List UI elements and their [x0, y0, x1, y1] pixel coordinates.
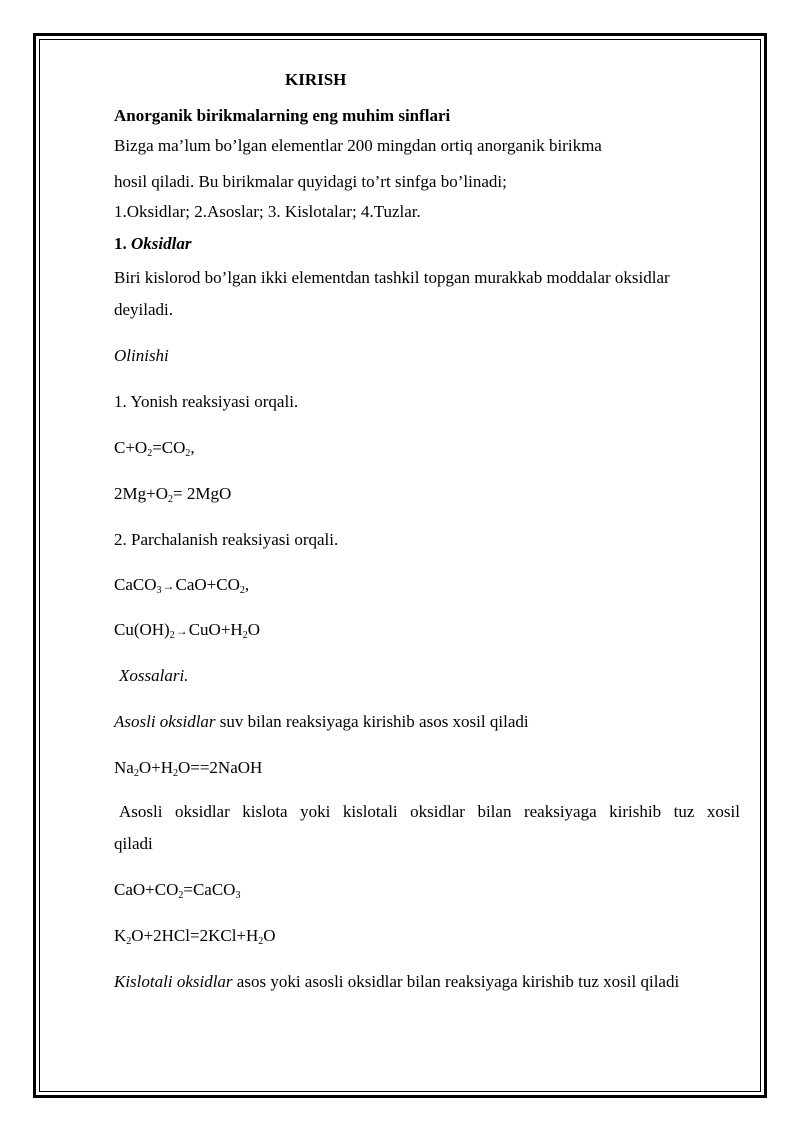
equation-6 [114, 880, 240, 900]
equation-3 [114, 575, 249, 596]
eq-part: =CO [152, 438, 186, 457]
subscript: 2 [133, 768, 139, 779]
subscript: 2 [169, 630, 175, 641]
eq-part: Na [114, 758, 134, 777]
eq-part: O [247, 620, 260, 639]
method-2: 2. Parchalanish reaksiyasi orqali. [114, 530, 339, 549]
obtaining-title: Olinishi [114, 346, 169, 365]
subheading: Anorganik birikmalarning eng muhim sinflari [114, 106, 451, 125]
equation-2 [114, 484, 231, 504]
section-name: Oksidlar [131, 234, 192, 253]
method-1: 1. Yonish reaksiyasi orqali. [114, 392, 299, 411]
eq-part: CaO+CO [175, 575, 240, 594]
classes-list: 1.Oksidlar; 2.Asoslar; 3. Kislotalar; 4.Tuzlar. [114, 202, 421, 221]
eq-part: , [244, 575, 250, 594]
definition-line-2: deyiladi. [114, 300, 174, 319]
subscript: 2 [126, 936, 132, 947]
subscript: 2 [172, 768, 178, 779]
basic-oxides-line [114, 712, 529, 732]
acidic-oxides-line [114, 972, 679, 992]
eq-part: O+2HCl=2KCl+H [131, 926, 259, 945]
subscript: 3 [235, 890, 241, 901]
intro-line-2: hosil qiladi. Bu birikmalar quyidagi to’rt sinfga bo’linadi; [114, 172, 507, 191]
basic-oxides-text: suv bilan reaksiyaga kirishib asos xosil qiladi [215, 712, 529, 731]
eq-part: Cu(OH) [114, 620, 170, 639]
eq-part: CaO+CO [114, 880, 179, 899]
eq-part: O==2NaOH [177, 758, 263, 777]
equation-1 [114, 438, 195, 458]
properties-title: Xossalari. [119, 666, 189, 685]
subscript: 2 [242, 630, 248, 641]
intro-line-1: Bizga ma’lum bo’lgan elementlar 200 mingdan ortiq anorganik birikma [114, 136, 602, 155]
eq-part: 2Mg+O [114, 484, 168, 503]
subscript: 2 [239, 585, 245, 596]
subscript: 3 [156, 585, 162, 596]
section-number: 1. [114, 234, 127, 253]
equation-4 [114, 620, 260, 641]
subscript: 2 [167, 494, 173, 505]
eq-part: K [114, 926, 127, 945]
page-heading: KIRISH [285, 70, 347, 89]
eq-part: =CaCO [183, 880, 236, 899]
equation-5 [114, 758, 262, 778]
arrow-icon: → [175, 624, 188, 638]
eq-part: O [263, 926, 276, 945]
arrow-icon: → [162, 579, 175, 593]
eq-part: C+O [114, 438, 148, 457]
basic-oxides-acid-line-1: Asosli oksidlar kislota yoki kislotali oksidlar bilan reaksiyaga kirishib tuz xosil [119, 802, 740, 821]
basic-oxides-term: Asosli oksidlar [114, 712, 216, 731]
subscript: 2 [147, 448, 153, 459]
subscript: 2 [178, 890, 184, 901]
definition-line-1: Biri kislorod bo’lgan ikki elementdan tashkil topgan murakkab moddalar oksidlar [114, 268, 670, 287]
subscript: 2 [258, 936, 264, 947]
equation-7 [114, 926, 276, 946]
basic-oxides-acid-line-2: qiladi [114, 834, 153, 853]
acidic-oxides-term: Kislotali oksidlar [114, 972, 233, 991]
eq-part: , [190, 438, 195, 457]
acidic-oxides-text: asos yoki asosli oksidlar bilan reaksiyaga kirishib tuz xosil qiladi [232, 972, 680, 991]
eq-part: = 2MgO [172, 484, 232, 503]
section-title [114, 234, 191, 254]
eq-part: O+H [138, 758, 173, 777]
subscript: 2 [185, 448, 191, 459]
eq-part: CaCO [114, 575, 157, 594]
eq-part: CuO+H [188, 620, 243, 639]
